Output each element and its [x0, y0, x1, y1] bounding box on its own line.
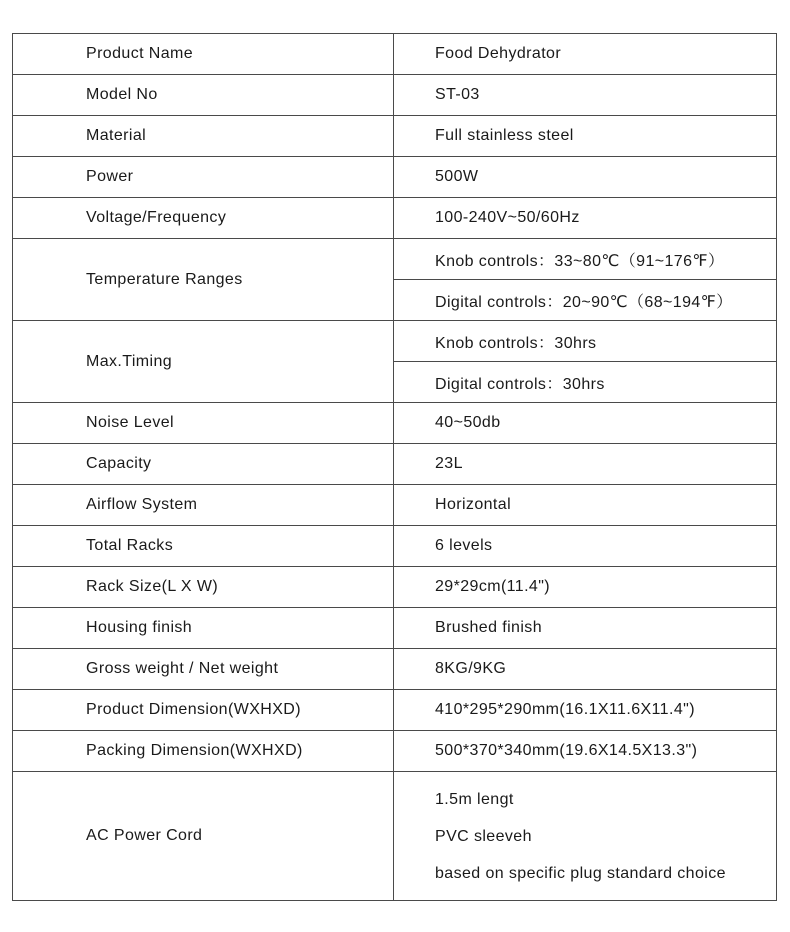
spec-value: 23L [394, 444, 777, 485]
spec-value: Food Dehydrator [394, 34, 777, 75]
spec-label: Rack Size(L X W) [13, 567, 394, 608]
table-row [13, 239, 777, 280]
table-row [13, 731, 777, 772]
spec-value: 410*295*290mm(16.1X11.6X11.4") [394, 690, 777, 731]
spec-value: 100-240V~50/60Hz [394, 198, 777, 239]
spec-label: Model No [13, 75, 394, 116]
table-row [13, 75, 777, 116]
power-cord-line: based on specific plug standard choice [435, 864, 726, 882]
table-row [13, 116, 777, 157]
spec-value: 500W [394, 157, 777, 198]
spec-label-timing: Max.Timing [13, 321, 394, 403]
spec-value-timing-digital: Digital controls：30hrs [394, 362, 777, 403]
table-row [13, 403, 777, 444]
table-row [13, 157, 777, 198]
table-row [13, 444, 777, 485]
table-row [13, 198, 777, 239]
spec-value-power-cord [394, 772, 777, 901]
spec-label: Product Dimension(WXHXD) [13, 690, 394, 731]
table-row [13, 772, 777, 901]
spec-value-temperature-knob: Knob controls：33~80℃（91~176℉） [394, 239, 777, 280]
spec-label: Total Racks [13, 526, 394, 567]
spec-value: 8KG/9KG [394, 649, 777, 690]
table-row [13, 321, 777, 362]
table-row [13, 690, 777, 731]
spec-label: Capacity [13, 444, 394, 485]
spec-value-timing-knob: Knob controls：30hrs [394, 321, 777, 362]
spec-value: 40~50db [394, 403, 777, 444]
spec-label: Power [13, 157, 394, 198]
table-row [13, 567, 777, 608]
spec-value: 500*370*340mm(19.6X14.5X13.3") [394, 731, 777, 772]
spec-value: 6 levels [394, 526, 777, 567]
spec-value: Horizontal [394, 485, 777, 526]
spec-value-temperature-digital: Digital controls：20~90℃（68~194℉） [394, 280, 777, 321]
power-cord-line: PVC sleeveh [435, 827, 532, 845]
table-row [13, 34, 777, 75]
table-row [13, 526, 777, 567]
spec-value: Full stainless steel [394, 116, 777, 157]
spec-label: Product Name [13, 34, 394, 75]
spec-value: 29*29cm(11.4") [394, 567, 777, 608]
spec-label-temperature: Temperature Ranges [13, 239, 394, 321]
spec-label: Material [13, 116, 394, 157]
table-row [13, 649, 777, 690]
table-row [13, 485, 777, 526]
spec-label: Noise Level [13, 403, 394, 444]
spec-table [12, 33, 777, 901]
spec-label: Packing Dimension(WXHXD) [13, 731, 394, 772]
spec-label: Voltage/Frequency [13, 198, 394, 239]
spec-value: Brushed finish [394, 608, 777, 649]
spec-label: Housing finish [13, 608, 394, 649]
spec-label: Gross weight / Net weight [13, 649, 394, 690]
spec-label: Airflow System [13, 485, 394, 526]
power-cord-line: 1.5m lengt [435, 790, 514, 808]
spec-label-power-cord: AC Power Cord [13, 772, 394, 901]
spec-value: ST-03 [394, 75, 777, 116]
table-row [13, 608, 777, 649]
